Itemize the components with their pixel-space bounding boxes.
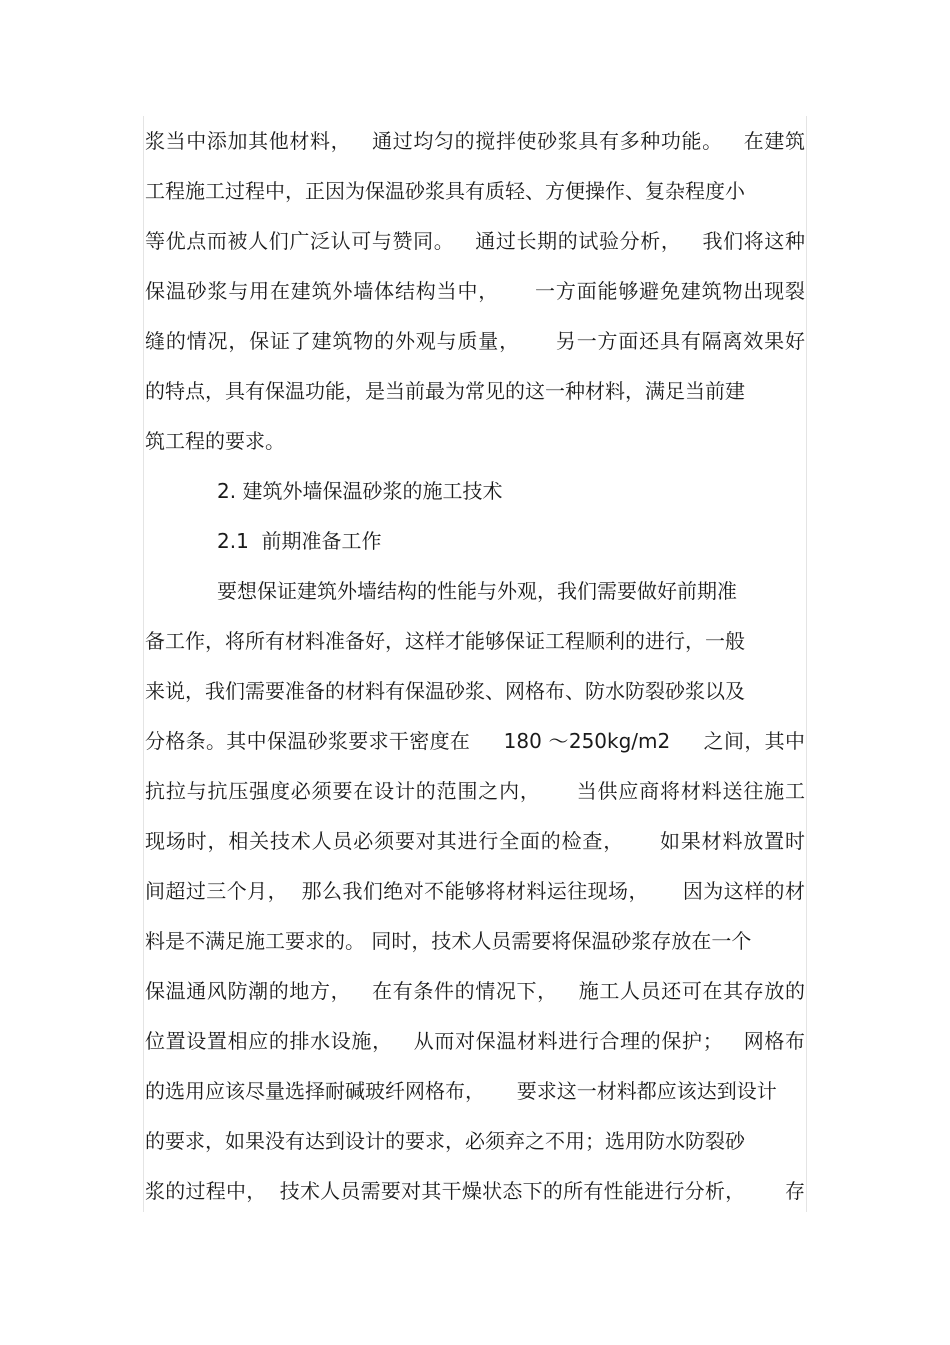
body-text-line: 料是不满足施工要求的。 同时，技术人员需要将保温砂浆存放在一个 [145, 929, 752, 953]
body-text-line: 的特点，具有保温功能，是当前最为常见的这一种材料，满足当前建 [145, 379, 745, 403]
body-text-line: 缝的情况，保证了建筑物的外观与质量， 另一方面还具有隔离效果好 [145, 329, 805, 353]
body-text-line: 备工作，将所有材料准备好，这样才能够保证工程顺利的进行，一般 [145, 629, 745, 653]
body-text-line: 工程施工过程中，正因为保温砂浆具有质轻、方便操作、复杂程度小 [145, 179, 745, 203]
body-text-line: 等优点而被人们广泛认可与赞同。 通过长期的试验分析， 我们将这种 [145, 229, 805, 253]
body-text-line: 要想保证建筑外墙结构的性能与外观，我们需要做好前期准 [217, 579, 737, 603]
body-text-line: 浆的过程中， 技术人员需要对其干燥状态下的所有性能进行分析， 存 [145, 1179, 805, 1203]
section-heading: 2. 建筑外墙保温砂浆的施工技术 [217, 479, 503, 503]
body-text-line: 的要求，如果没有达到设计的要求，必须弃之不用；选用防水防裂砂 [145, 1129, 745, 1153]
body-text-line: 保温通风防潮的地方， 在有条件的情况下， 施工人员还可在其存放的 [145, 979, 805, 1003]
body-text-line: 浆当中添加其他材料， 通过均匀的搅拌使砂浆具有多种功能。 在建筑 [145, 129, 805, 153]
subsection-heading: 2.1 前期准备工作 [217, 529, 382, 553]
body-text-line: 筑工程的要求。 [145, 429, 285, 453]
body-text-line: 位置设置相应的排水设施， 从而对保温材料进行合理的保护； 网格布 [145, 1029, 805, 1053]
body-text-line: 保温砂浆与用在建筑外墙体结构当中， 一方面能够避免建筑物出现裂 [145, 279, 805, 303]
body-text-line: 分格条。其中保温砂浆要求干密度在 180 ～250kg/m2 之间，其中 [145, 729, 805, 753]
body-text-line: 的选用应该尽量选择耐碱玻纤网格布， 要求这一材料都应该达到设计 [145, 1079, 777, 1103]
body-text-line: 抗拉与抗压强度必须要在设计的范围之内， 当供应商将材料送往施工 [145, 779, 805, 803]
body-text-line: 来说，我们需要准备的材料有保温砂浆、网格布、防水防裂砂浆以及 [145, 679, 745, 703]
body-text-line: 现场时，相关技术人员必须要对其进行全面的检查， 如果材料放置时 [145, 829, 805, 853]
body-text-line: 间超过三个月， 那么我们绝对不能够将材料运往现场， 因为这样的材 [145, 879, 805, 903]
